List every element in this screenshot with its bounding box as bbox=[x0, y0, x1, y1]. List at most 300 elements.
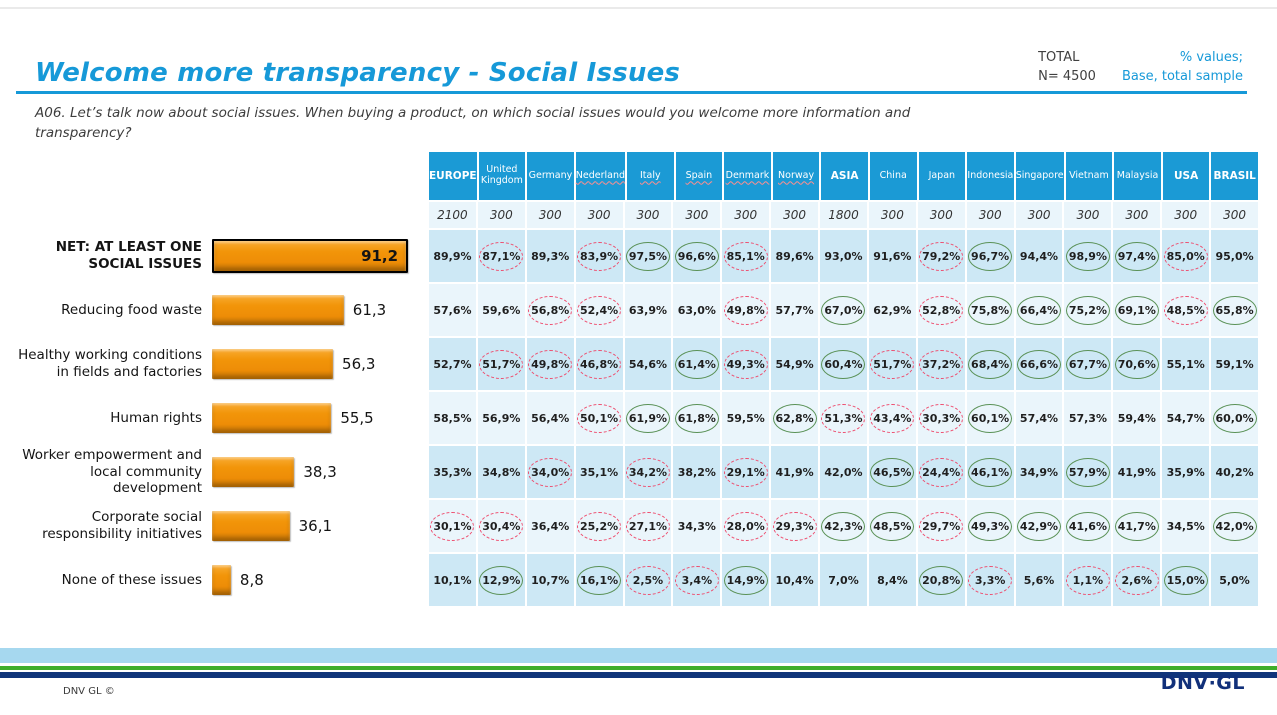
value: 62,9% bbox=[873, 303, 912, 317]
base-value: 2100 bbox=[429, 202, 476, 228]
chart-row bbox=[16, 230, 429, 282]
bar-wrap bbox=[212, 230, 429, 282]
value: 63,0% bbox=[677, 303, 716, 317]
table-row bbox=[429, 446, 1258, 498]
bar-value: 38,3 bbox=[303, 463, 337, 481]
bar bbox=[212, 511, 290, 541]
value-green-oval: 41,6% bbox=[1066, 512, 1110, 541]
table-base-row bbox=[429, 202, 1258, 228]
table-cell bbox=[869, 500, 916, 552]
table-cell bbox=[429, 392, 476, 444]
value-red-dashed-oval: 27,1% bbox=[626, 512, 670, 541]
value: 59,1% bbox=[1215, 357, 1254, 371]
table-cell bbox=[722, 500, 769, 552]
value: 57,7% bbox=[775, 303, 814, 317]
base-value: 300 bbox=[1016, 202, 1063, 228]
value-green-oval: 61,8% bbox=[675, 404, 719, 433]
value-red-dashed-oval: 85,1% bbox=[724, 242, 768, 271]
chart-row bbox=[16, 338, 429, 390]
table-row bbox=[429, 338, 1258, 390]
table-cell bbox=[527, 554, 574, 606]
table-row bbox=[429, 230, 1258, 282]
country-table bbox=[429, 152, 1258, 608]
table-cell bbox=[869, 554, 916, 606]
base-value: 300 bbox=[722, 202, 769, 228]
table-cell bbox=[820, 230, 867, 282]
value-green-oval: 98,9% bbox=[1066, 242, 1110, 271]
table-cell bbox=[820, 392, 867, 444]
value-red-dashed-oval: 52,8% bbox=[919, 296, 963, 325]
value-red-dashed-oval: 79,2% bbox=[919, 242, 963, 271]
value: 56,9% bbox=[482, 411, 521, 425]
table-cell bbox=[1113, 500, 1160, 552]
table-cell bbox=[576, 392, 623, 444]
value-green-oval: 70,6% bbox=[1115, 350, 1159, 379]
bar-label: Human rights bbox=[110, 409, 202, 426]
table-cell bbox=[820, 554, 867, 606]
table-cell bbox=[673, 230, 720, 282]
value: 89,6% bbox=[775, 249, 814, 263]
bar-label: Corporate social responsibility initiatives bbox=[42, 509, 202, 542]
value-red-dashed-oval: 2,6% bbox=[1115, 566, 1159, 595]
bar-value: 8,8 bbox=[239, 571, 264, 589]
value: 54,7% bbox=[1166, 411, 1205, 425]
total-label: TOTAL bbox=[1038, 50, 1080, 65]
value: 7,0% bbox=[828, 573, 859, 587]
table-cell bbox=[478, 230, 525, 282]
table-cell bbox=[527, 338, 574, 390]
table-cell bbox=[722, 230, 769, 282]
table-cell bbox=[478, 284, 525, 336]
table-cell bbox=[820, 446, 867, 498]
value: 41,9% bbox=[1117, 465, 1156, 479]
country-column-header: ASIA bbox=[821, 152, 868, 200]
value-green-oval: 60,1% bbox=[968, 404, 1012, 433]
country-column-header: United Kingdom bbox=[479, 152, 526, 200]
value: 58,5% bbox=[433, 411, 472, 425]
value: 10,1% bbox=[433, 573, 472, 587]
value-green-oval: 60,0% bbox=[1213, 404, 1257, 433]
bar bbox=[212, 349, 333, 379]
table-cell bbox=[429, 446, 476, 498]
value-green-oval: 75,2% bbox=[1066, 296, 1110, 325]
value-green-oval: 42,3% bbox=[821, 512, 865, 541]
value-green-oval: 14,9% bbox=[724, 566, 768, 595]
table-cell bbox=[1064, 230, 1111, 282]
value: 5,0% bbox=[1219, 573, 1250, 587]
value-green-oval: 46,5% bbox=[870, 458, 914, 487]
value-green-oval: 66,6% bbox=[1017, 350, 1061, 379]
base-value: 300 bbox=[918, 202, 965, 228]
table-cell bbox=[1211, 554, 1258, 606]
table-row bbox=[429, 392, 1258, 444]
table-cell bbox=[869, 446, 916, 498]
value: 35,1% bbox=[579, 465, 619, 479]
value: 54,6% bbox=[628, 357, 668, 371]
value: 89,3% bbox=[531, 249, 570, 263]
bar bbox=[212, 403, 331, 433]
table-cell bbox=[527, 500, 574, 552]
table-cell bbox=[576, 230, 623, 282]
table-row bbox=[429, 284, 1258, 336]
bar-value: 36,1 bbox=[298, 517, 333, 535]
base-value: 300 bbox=[967, 202, 1014, 228]
question-text: A06. Let’s talk now about social issues. When buying a product, on which social issues would you welcome more information and transparency? bbox=[35, 105, 911, 142]
value: 59,6% bbox=[482, 303, 521, 317]
value-red-dashed-oval: 3,4% bbox=[675, 566, 719, 595]
footer-copyright: DNV GL © bbox=[63, 686, 115, 697]
table-cell bbox=[1113, 392, 1160, 444]
table-body bbox=[429, 230, 1258, 606]
value: 36,4% bbox=[531, 519, 570, 533]
footer-band-navy bbox=[0, 672, 1277, 678]
table-row bbox=[429, 500, 1258, 552]
table-cell bbox=[1162, 338, 1209, 390]
value-red-dashed-oval: 51,3% bbox=[821, 404, 865, 433]
country-column-header: Malaysia bbox=[1114, 152, 1161, 200]
base-value: 1800 bbox=[820, 202, 867, 228]
bar-chart-rows bbox=[16, 230, 429, 606]
table-cell bbox=[527, 230, 574, 282]
table-cell bbox=[1064, 446, 1111, 498]
value-red-dashed-oval: 29,7% bbox=[919, 512, 963, 541]
table-cell bbox=[918, 284, 965, 336]
country-column-header: Spain bbox=[676, 152, 723, 200]
value-green-oval: 67,0% bbox=[821, 296, 865, 325]
table-cell bbox=[576, 446, 623, 498]
table-cell bbox=[820, 284, 867, 336]
table-cell bbox=[967, 554, 1014, 606]
value-red-dashed-oval: 52,4% bbox=[577, 296, 621, 325]
table-cell bbox=[673, 338, 720, 390]
table-cell bbox=[576, 338, 623, 390]
bar-label: Worker empowerment and local community development bbox=[22, 446, 202, 497]
table-cell bbox=[771, 446, 818, 498]
value: 10,7% bbox=[531, 573, 570, 587]
value-green-oval: 67,7% bbox=[1066, 350, 1110, 379]
value-green-oval: 96,7% bbox=[968, 242, 1012, 271]
footer-band-green bbox=[0, 666, 1277, 670]
country-column-header: USA bbox=[1163, 152, 1210, 200]
table-cell bbox=[869, 338, 916, 390]
value-red-dashed-oval: 25,2% bbox=[577, 512, 621, 541]
table-cell bbox=[918, 230, 965, 282]
table-cell bbox=[820, 500, 867, 552]
table-cell bbox=[1211, 230, 1258, 282]
value-green-oval: 49,3% bbox=[968, 512, 1012, 541]
table-cell bbox=[771, 338, 818, 390]
table-cell bbox=[1162, 284, 1209, 336]
table-cell bbox=[771, 554, 818, 606]
bar bbox=[212, 565, 231, 595]
value-green-oval: 75,8% bbox=[968, 296, 1012, 325]
bar bbox=[212, 239, 408, 273]
chart-row bbox=[16, 392, 429, 444]
note-line-1: % values; bbox=[1179, 50, 1243, 65]
table-cell bbox=[967, 392, 1014, 444]
base-value: 300 bbox=[576, 202, 623, 228]
bar-wrap bbox=[212, 500, 429, 552]
value-red-dashed-oval: 2,5% bbox=[626, 566, 670, 595]
table-cell bbox=[673, 446, 720, 498]
table-cell bbox=[1016, 392, 1063, 444]
table-cell bbox=[967, 230, 1014, 282]
value: 34,9% bbox=[1019, 465, 1059, 479]
value: 41,9% bbox=[775, 465, 814, 479]
table-cell bbox=[625, 446, 672, 498]
table-cell bbox=[1113, 446, 1160, 498]
table-cell bbox=[429, 500, 476, 552]
table-cell bbox=[1016, 500, 1063, 552]
table-cell bbox=[722, 338, 769, 390]
table-cell bbox=[1016, 338, 1063, 390]
value-green-oval: 42,0% bbox=[1213, 512, 1257, 541]
value-green-oval: 66,4% bbox=[1017, 296, 1061, 325]
header-right-block bbox=[1038, 49, 1243, 87]
table-cell bbox=[918, 500, 965, 552]
table-cell bbox=[429, 338, 476, 390]
value-red-dashed-oval: 29,1% bbox=[724, 458, 768, 487]
base-value: 300 bbox=[478, 202, 525, 228]
value: 52,7% bbox=[433, 357, 472, 371]
table-cell bbox=[1016, 554, 1063, 606]
bar-value: 91,2 bbox=[361, 247, 399, 265]
value-green-oval: 60,4% bbox=[821, 350, 865, 379]
table-cell bbox=[967, 446, 1014, 498]
value: 59,5% bbox=[726, 411, 765, 425]
value-green-oval: 12,9% bbox=[479, 566, 523, 595]
total-block bbox=[1038, 49, 1096, 87]
table-cell bbox=[869, 284, 916, 336]
base-value: 300 bbox=[527, 202, 574, 228]
value: 34,3% bbox=[677, 519, 716, 533]
table-cell bbox=[478, 554, 525, 606]
table-cell bbox=[625, 338, 672, 390]
value-red-dashed-oval: 34,2% bbox=[626, 458, 670, 487]
bar bbox=[212, 457, 294, 487]
value-red-dashed-oval: 51,7% bbox=[870, 350, 914, 379]
table-cell bbox=[478, 446, 525, 498]
value-red-dashed-oval: 28,0% bbox=[724, 512, 768, 541]
value-red-dashed-oval: 1,1% bbox=[1066, 566, 1110, 595]
value-red-dashed-oval: 46,8% bbox=[577, 350, 621, 379]
table-cell bbox=[1162, 500, 1209, 552]
table-cell bbox=[673, 392, 720, 444]
table-cell bbox=[625, 392, 672, 444]
table-cell bbox=[722, 284, 769, 336]
bar-wrap bbox=[212, 392, 429, 444]
value: 38,2% bbox=[677, 465, 716, 479]
table-cell bbox=[1162, 446, 1209, 498]
base-value: 300 bbox=[1211, 202, 1258, 228]
table-cell bbox=[1064, 500, 1111, 552]
table-cell bbox=[869, 230, 916, 282]
bar-label: None of these issues bbox=[61, 571, 202, 588]
table-cell bbox=[1162, 554, 1209, 606]
base-value: 300 bbox=[1113, 202, 1160, 228]
table-cell bbox=[1211, 284, 1258, 336]
table-cell bbox=[625, 230, 672, 282]
table-cell bbox=[869, 392, 916, 444]
table-cell bbox=[1113, 554, 1160, 606]
table-cell bbox=[1064, 554, 1111, 606]
country-column-header: Denmark bbox=[724, 152, 771, 200]
table-cell bbox=[576, 500, 623, 552]
bar bbox=[212, 295, 344, 325]
table-cell bbox=[1064, 338, 1111, 390]
value: 91,6% bbox=[873, 249, 912, 263]
country-column-header: Norway bbox=[773, 152, 820, 200]
table-header-row bbox=[429, 152, 1258, 200]
table-cell bbox=[429, 554, 476, 606]
country-column-header: Italy bbox=[627, 152, 674, 200]
value: 40,2% bbox=[1215, 465, 1254, 479]
bar-value: 61,3 bbox=[352, 301, 387, 319]
table-cell bbox=[429, 284, 476, 336]
value: 10,4% bbox=[775, 573, 814, 587]
value: 94,4% bbox=[1019, 249, 1059, 263]
dnv-gl-logo: DNV·GL bbox=[1160, 672, 1245, 694]
table-cell bbox=[1162, 230, 1209, 282]
country-column-header: BRASIL bbox=[1211, 152, 1258, 200]
value-green-oval: 20,8% bbox=[919, 566, 963, 595]
country-column-header: Singapore bbox=[1016, 152, 1064, 200]
table-cell bbox=[1113, 284, 1160, 336]
table-cell bbox=[967, 284, 1014, 336]
footer-band-lightblue bbox=[0, 648, 1277, 663]
country-column-header: Germany bbox=[527, 152, 574, 200]
bar-value: 55,5 bbox=[340, 409, 374, 427]
chart-row bbox=[16, 554, 429, 606]
table-cell bbox=[1113, 230, 1160, 282]
value: 34,5% bbox=[1166, 519, 1205, 533]
value-green-oval: 48,5% bbox=[870, 512, 914, 541]
table-cell bbox=[625, 284, 672, 336]
table-cell bbox=[1113, 338, 1160, 390]
value: 55,1% bbox=[1166, 357, 1205, 371]
value: 63,9% bbox=[628, 303, 668, 317]
table-cell bbox=[1064, 284, 1111, 336]
value: 42,0% bbox=[824, 465, 863, 479]
table-cell bbox=[918, 392, 965, 444]
value-green-oval: 61,9% bbox=[626, 404, 670, 433]
base-value: 300 bbox=[1162, 202, 1209, 228]
value-red-dashed-oval: 85,0% bbox=[1164, 242, 1208, 271]
country-column-header: Indonesia bbox=[967, 152, 1014, 200]
table-cell bbox=[771, 500, 818, 552]
table-cell bbox=[625, 554, 672, 606]
table-cell bbox=[1211, 446, 1258, 498]
chart-row bbox=[16, 284, 429, 336]
country-column-header: Nederland bbox=[576, 152, 625, 200]
note-line-2: Base, total sample bbox=[1121, 68, 1243, 84]
value-red-dashed-oval: 29,3% bbox=[773, 512, 817, 541]
value-red-dashed-oval: 87,1% bbox=[479, 242, 523, 271]
base-value: 300 bbox=[1064, 202, 1111, 228]
value-green-oval: 65,8% bbox=[1213, 296, 1257, 325]
value-red-dashed-oval: 37,2% bbox=[919, 350, 963, 379]
value: 89,9% bbox=[433, 249, 472, 263]
value-red-dashed-oval: 49,8% bbox=[724, 296, 768, 325]
table-cell bbox=[1162, 392, 1209, 444]
country-column-header: EUROPE bbox=[429, 152, 477, 200]
value-red-dashed-oval: 24,4% bbox=[919, 458, 963, 487]
table-cell bbox=[918, 446, 965, 498]
table-cell bbox=[576, 554, 623, 606]
value-red-dashed-oval: 49,3% bbox=[724, 350, 768, 379]
value-green-oval: 62,8% bbox=[773, 404, 817, 433]
bar-label: Healthy working conditions in fields and factories bbox=[18, 347, 202, 380]
table-cell bbox=[722, 446, 769, 498]
value: 54,9% bbox=[775, 357, 814, 371]
chart-row bbox=[16, 500, 429, 552]
table-cell bbox=[1016, 230, 1063, 282]
value-red-dashed-oval: 30,3% bbox=[919, 404, 963, 433]
table-cell bbox=[527, 392, 574, 444]
table-cell bbox=[1211, 500, 1258, 552]
value-red-dashed-oval: 43,4% bbox=[870, 404, 914, 433]
value-red-dashed-oval: 34,0% bbox=[528, 458, 572, 487]
value-red-dashed-oval: 49,8% bbox=[528, 350, 572, 379]
table-cell bbox=[820, 338, 867, 390]
value: 59,4% bbox=[1117, 411, 1156, 425]
table-row bbox=[429, 554, 1258, 606]
value-red-dashed-oval: 51,7% bbox=[479, 350, 523, 379]
bar-wrap bbox=[212, 554, 429, 606]
value-green-oval: 96,6% bbox=[675, 242, 719, 271]
title-rule bbox=[16, 91, 1247, 94]
table-cell bbox=[967, 338, 1014, 390]
country-column-header: Vietnam bbox=[1066, 152, 1113, 200]
value-green-oval: 15,0% bbox=[1164, 566, 1208, 595]
value: 57,3% bbox=[1068, 411, 1107, 425]
total-n: N= 4500 bbox=[1038, 68, 1096, 84]
bar-wrap bbox=[212, 284, 429, 336]
table-cell bbox=[1064, 392, 1111, 444]
table-cell bbox=[771, 392, 818, 444]
value: 5,6% bbox=[1023, 573, 1055, 587]
value-green-oval: 97,5% bbox=[626, 242, 670, 271]
value-red-dashed-oval: 3,3% bbox=[968, 566, 1012, 595]
base-value: 300 bbox=[625, 202, 672, 228]
value-red-dashed-oval: 30,4% bbox=[479, 512, 523, 541]
value: 34,8% bbox=[482, 465, 521, 479]
value: 8,4% bbox=[877, 573, 908, 587]
slide-top-edge bbox=[0, 7, 1277, 9]
table-cell bbox=[478, 338, 525, 390]
note-block bbox=[1122, 49, 1243, 87]
table-cell bbox=[1211, 338, 1258, 390]
base-value: 300 bbox=[869, 202, 916, 228]
table-cell bbox=[673, 284, 720, 336]
base-value: 300 bbox=[673, 202, 720, 228]
table-cell bbox=[527, 284, 574, 336]
table-cell bbox=[967, 500, 1014, 552]
table-cell bbox=[918, 338, 965, 390]
table-cell bbox=[1016, 284, 1063, 336]
table-cell bbox=[625, 500, 672, 552]
bar-wrap bbox=[212, 446, 429, 498]
value: 56,4% bbox=[531, 411, 570, 425]
bar-value: 56,3 bbox=[342, 355, 376, 373]
country-column-header: Japan bbox=[919, 152, 966, 200]
value: 57,6% bbox=[433, 303, 472, 317]
value-green-oval: 61,4% bbox=[675, 350, 719, 379]
value: 57,4% bbox=[1019, 411, 1059, 425]
table-cell bbox=[673, 554, 720, 606]
value-green-oval: 57,9% bbox=[1066, 458, 1110, 487]
value-red-dashed-oval: 83,9% bbox=[577, 242, 621, 271]
